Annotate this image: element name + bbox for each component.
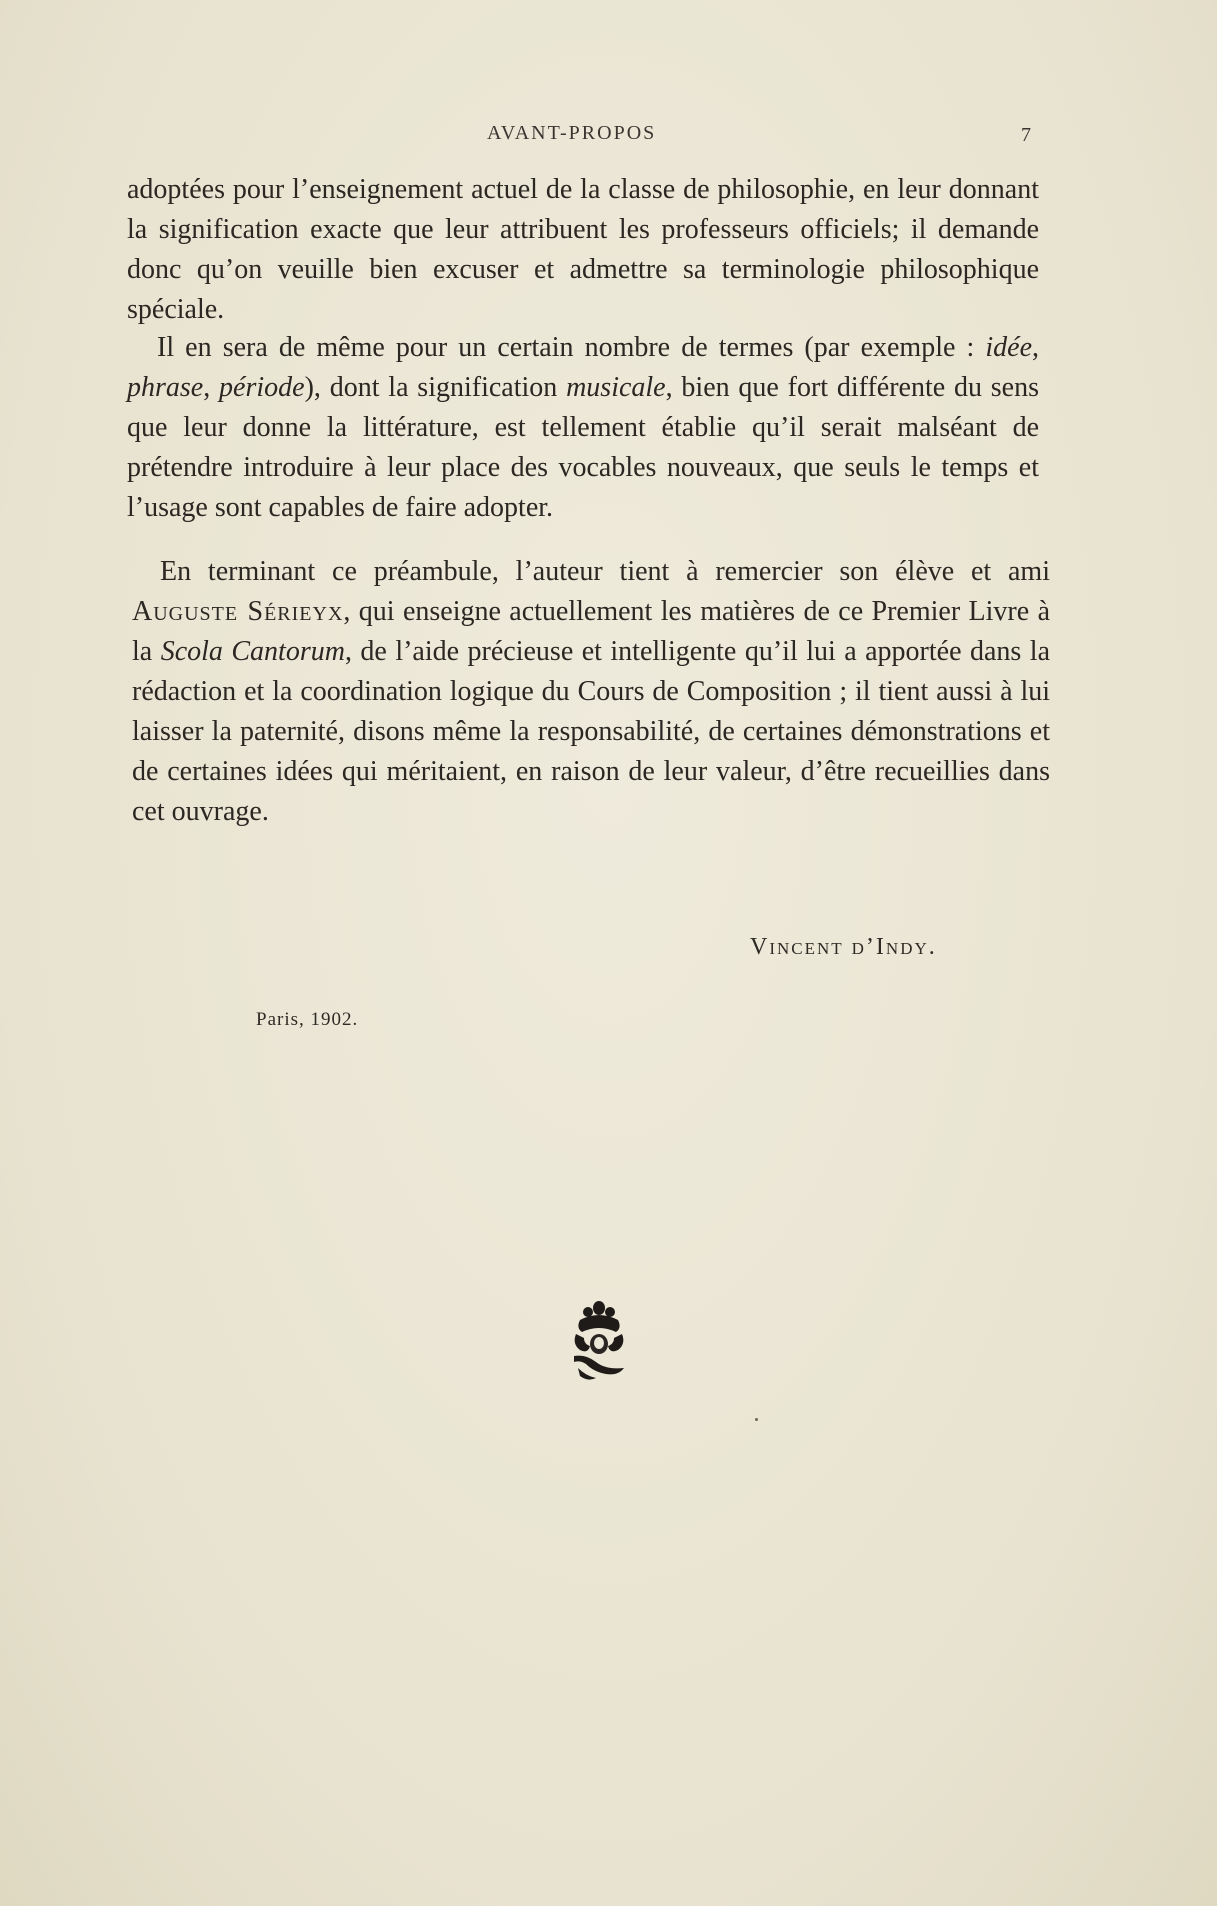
paragraph-1 — [127, 170, 1039, 330]
paragraph-3-mid: , qui enseigne actuellement les matières de ce Premier Livre à la — [132, 596, 1050, 667]
dateline: Paris, 1902. — [256, 1009, 359, 1030]
paper-speck — [755, 1418, 758, 1421]
paragraph-1-text: adoptées pour l’enseignement actuel de la classe de philosophie, en leur donnant la signification exacte que leur attribuent les professeurs officiels; il demande donc qu’on veuille bien excuser et admettre sa terminologie philosophique spéciale. — [127, 174, 1039, 325]
paragraph-2-tail: , bien que fort différente du sens que leur donne la littérature, est tellement établie qu’il serait malséant de prétendre introduire à leur place des vocables nouveaux, que seuls le temps et l’usage sont capables de faire adopter. — [127, 372, 1040, 523]
running-head: AVANT-PROPOS — [487, 122, 657, 144]
paragraph-2-text — [127, 328, 1039, 528]
paragraph-2-mid: ), dont la signification — [304, 372, 567, 403]
page-number: 7 — [1021, 124, 1031, 146]
person-name: Auguste Sérieyx — [132, 596, 344, 627]
author-signature: Vincent d’Indy. — [750, 934, 937, 960]
paragraph-3 — [132, 552, 1050, 832]
term-idee: idée — [985, 332, 1032, 363]
term-phrase: phrase — [127, 372, 204, 403]
term-musicale: musicale — [566, 372, 666, 403]
school-name: Scola Cantorum — [160, 636, 345, 667]
paragraph-3-text — [132, 552, 1050, 832]
paragraph-2-lead: Il en sera de même pour un certain nombre de termes (par exemple : — [157, 332, 986, 363]
paragraph-3-lead: En terminant ce préambule, l’auteur tient à remercier son élève et ami — [160, 556, 1050, 587]
floral-ornament-icon — [566, 1298, 632, 1382]
paragraph-2 — [127, 328, 1039, 528]
paragraph-3-tail: , de l’aide précieuse et intelligente qu’il lui a apportée dans la rédaction et la coordination logique du Cours de Composition ; il tient aussi à lui laisser la paternité, disons même la responsabilité, de certaines démonstrations et de certaines idées qui méritaient, en raison de leur valeur, d’être recueillies dans cet ouvrage. — [132, 636, 1050, 827]
separator: , — [203, 372, 220, 403]
separator: , — [1032, 332, 1039, 363]
term-periode: période — [219, 372, 305, 403]
